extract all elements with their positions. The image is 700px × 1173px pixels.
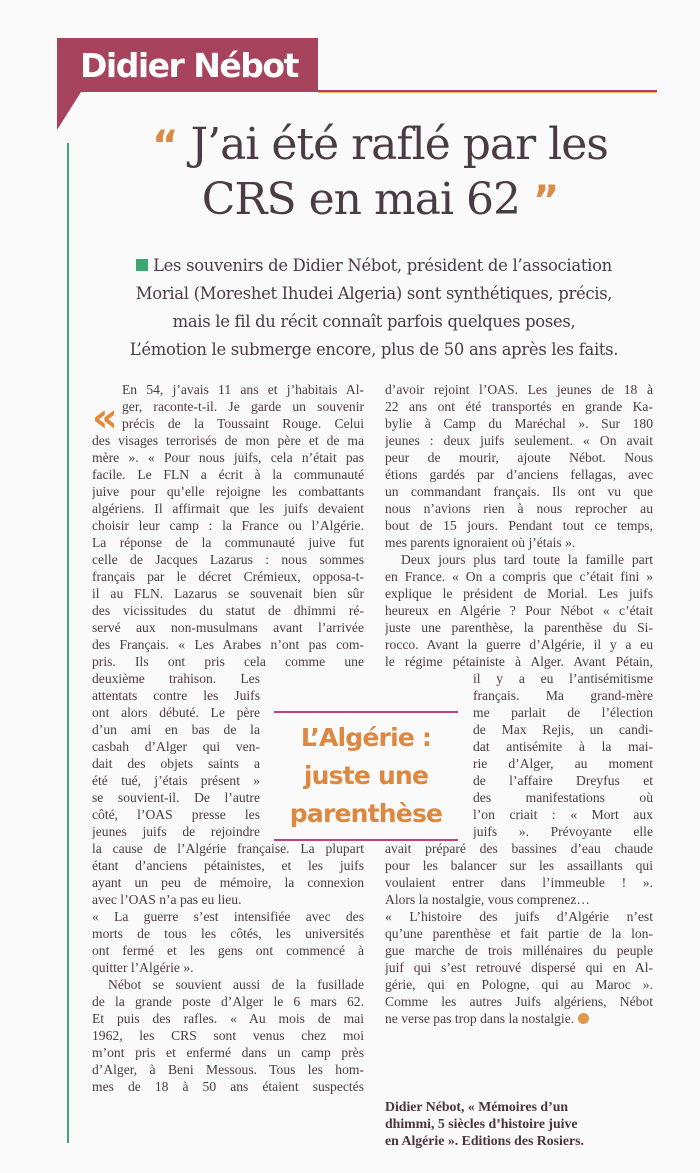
column-line: de la grande poste d’Alger le 6 mars 62. — [92, 994, 364, 1009]
column-line: explique le président de Morial. Les juifs — [385, 586, 653, 601]
column-line: pris. Ils ont pris cela comme une — [92, 654, 364, 669]
column-line: Comme les autres Juifs algériens, Nébot — [385, 994, 653, 1009]
column-line: pour les balancer sur les assaillants qui — [385, 858, 653, 873]
column-line: avait préparé des bassines d’eau chaude — [385, 841, 653, 856]
intro-line-1: Les souvenirs de Didier Nébot, président de l’association — [153, 256, 612, 275]
margin-rule — [67, 143, 69, 1143]
column-line: Et puis des rafles. « Au mois de mai — [92, 1011, 364, 1026]
column-line: rie d’Alger, au moment — [473, 756, 653, 771]
column-line: m’ont pris et enfermé dans un camp près — [92, 1045, 364, 1060]
column-line: gérie, qui en Pologne, qui au Maroc ». — [385, 977, 653, 992]
column-line: ger, raconte-t-il. Je garde un souvenir — [122, 399, 364, 414]
column-line: juif qui s’est retrouvé dispersé qui en Al- — [385, 960, 653, 975]
headline-line-1: J’ai été raflé par les — [190, 119, 608, 170]
column-line: dat antisémite à la mai- — [473, 739, 653, 754]
column-line: se souvient-il. De l’autre — [92, 790, 260, 805]
column-line: il y a eu l’antisémitisme — [473, 671, 653, 686]
column-line: français. Ma grand-mère — [473, 688, 653, 703]
column-line: d’avoir rejoint l’OAS. Les jeunes de 18 à — [385, 382, 653, 397]
column-line: 1962, les CRS sont venus chez moi — [92, 1028, 364, 1043]
column-line: de Max Rejis, un candi- — [473, 722, 653, 737]
column-line: dait des objets saints a — [92, 756, 260, 771]
column-line: mes parents ignoraient où j’étais ». — [385, 535, 576, 550]
column-line: heureux en Algérie ? Pour Nébot « c’était — [385, 603, 653, 618]
pull-quote-line-3: parenthèse — [289, 799, 443, 828]
column-line: juste une parenthèse, la parenthèse du Si- — [385, 620, 653, 635]
pull-quote — [274, 711, 458, 851]
column-line: deuxième trahison. Les — [92, 671, 260, 686]
column-line: gue marche de trois millénaires du peuple — [385, 943, 653, 958]
author-name: Didier Nébot — [80, 46, 298, 85]
column-line: ayant un peu de mémoire, la connexion — [92, 875, 364, 890]
column-line: mes de 18 à 50 ans étaient suspectés — [92, 1079, 364, 1094]
column-line: des vicissitudes du statut de dhimmi ré- — [92, 603, 364, 618]
column-line: ont alors débuté. Le père — [92, 705, 260, 720]
column-line: jeunes juifs de rejoindre — [92, 824, 260, 839]
intro-line-2: Morial (Moreshet Ihudei Algeria) sont synthétiques, précis, — [135, 284, 613, 303]
green-square-icon — [136, 259, 148, 271]
column-line: voulaient entrer dans l’immeuble ! ». — [385, 875, 653, 890]
column-line: mère ». « Pour nous juifs, cela n’était pas — [92, 450, 364, 465]
column-line: Nébot se souvient aussi de la fusillade — [108, 977, 364, 992]
book-credit-line-1: Didier Nébot, « Mémoires d’un — [385, 1099, 569, 1114]
pull-quote-line-1: L’Algérie : — [300, 723, 432, 752]
column-line: d’un ami en bas de la — [92, 722, 260, 737]
header-rule — [318, 90, 657, 93]
column-line: « L’histoire des juifs d’Algérie n’est — [385, 909, 653, 924]
column-line: des Français. « Les Arabes n’ont pas com- — [92, 637, 364, 652]
column-line: me parlait de l’élection — [473, 705, 653, 720]
column-line: morts de tous les côtés, les universités — [92, 926, 364, 941]
drop-quote-icon: « — [92, 395, 118, 441]
pull-quote-rule-bottom — [274, 839, 458, 841]
headline — [70, 118, 690, 228]
intro-line-4: L’émotion le submerge encore, plus de 50 ans après les faits. — [129, 340, 619, 359]
column-line: français par le décret Crémieux, opposa-t- — [92, 569, 364, 584]
column-line: attentats contre les Juifs — [92, 688, 260, 703]
headline-line-2: CRS en mai 62 — [201, 174, 520, 225]
column-line: côté, l’OAS presse les — [92, 807, 260, 822]
intro-standfirst — [84, 252, 664, 364]
column-line: des manifestations où — [473, 790, 653, 805]
column-line: des visages terrorisés de mon père et de ma — [92, 433, 364, 448]
column-line: il au FLN. Lazarus se souvenait bien sûr — [92, 586, 364, 601]
column-line: l’on criait : « Mort aux — [473, 807, 653, 822]
column-line: nous n’avions rien à nous reprocher au — [385, 501, 653, 516]
column-line: rocco. Avant la guerre d’Algérie, il y a eu — [385, 637, 653, 652]
column-line: peur de mourir, ajoute Nébot. Nous — [385, 450, 653, 465]
column-line: bylie à Camp du Maréchal ». Sur 180 — [385, 416, 653, 431]
column-line: Deux jours plus tard toute la famille part — [401, 552, 653, 567]
column-line: précis de la Toussaint Rouge. Celui — [122, 416, 364, 431]
column-line: facile. Le FLN a écrit à la communauté — [92, 467, 364, 482]
column-line: qu’une parenthèse et fait partie de la lon- — [385, 926, 653, 941]
column-line: La réponse de la communauté juive fut — [92, 535, 364, 550]
column-line: jeunes : deux juifs seulement. « On avait — [385, 433, 653, 448]
column-line: en France. « On a compris que c’était fini » — [385, 569, 653, 584]
column-line: ne verse pas trop dans la nostalgie. — [385, 1010, 653, 1027]
column-line: servé aux non-musulmans avant l’arrivée — [92, 620, 364, 635]
column-line: casbah d’Alger qui ven- — [92, 739, 260, 754]
book-credit-line-3: en Algérie ». Editions des Rosiers. — [385, 1133, 584, 1148]
column-line: été tué, j’étais présent » — [92, 773, 260, 788]
column-line: juifs ». Prévoyante elle — [473, 824, 653, 839]
close-quote-icon: ” — [533, 178, 559, 224]
column-line: un commandant français. Ils ont vu que — [385, 484, 653, 499]
right-column — [385, 381, 653, 1027]
column-line: la cause de l’Algérie française. La plupart — [92, 841, 364, 856]
end-dot-icon — [578, 1013, 589, 1024]
column-line: algériens. Il affirmait que les juifs devaient — [92, 501, 364, 516]
column-line: « La guerre s’est intensifiée avec des — [92, 909, 364, 924]
column-line: de l’affaire Dreyfus et — [473, 773, 653, 788]
book-credit — [385, 1098, 653, 1149]
pull-quote-line-2: juste une — [303, 761, 429, 790]
column-line: En 54, j’avais 11 ans et j’habitais Al- — [122, 382, 364, 397]
column-line: d’Alger, à Beni Messous. Tous les hom- — [92, 1062, 364, 1077]
open-quote-icon: “ — [152, 123, 178, 169]
column-line: ont fermé et les gens ont commencé à — [92, 943, 364, 958]
column-line: avec l’OAS n’a pas eu lieu. — [92, 892, 242, 907]
book-credit-line-2: dhimmi, 5 siècles d’histoire juive — [385, 1116, 578, 1131]
column-line: étant d’anciens pétainistes, et les juifs — [92, 858, 364, 873]
column-line: le régime pétainiste à Alger. Avant Pétain, — [385, 654, 653, 669]
column-line: 22 ans ont été transportés en grande Ka- — [385, 399, 653, 414]
column-line: choisir leur camp : la France ou l’Algérie. — [92, 518, 364, 533]
column-line: Alors la nostalgie, vous comprenez… — [385, 892, 590, 907]
column-line: quitter l’Algérie ». — [92, 960, 194, 975]
column-line: celle de Jacques Lazarus : nous sommes — [92, 552, 364, 567]
column-line: étions gardés par d’anciens fellagas, avec — [385, 467, 653, 482]
column-line: juive pour qu’elle rejoigne les combattants — [92, 484, 364, 499]
intro-line-3: mais le fil du récit connaît parfois quelques poses, — [172, 312, 576, 331]
column-line: bout de 15 jours. Pendant tout ce temps, — [385, 518, 653, 533]
